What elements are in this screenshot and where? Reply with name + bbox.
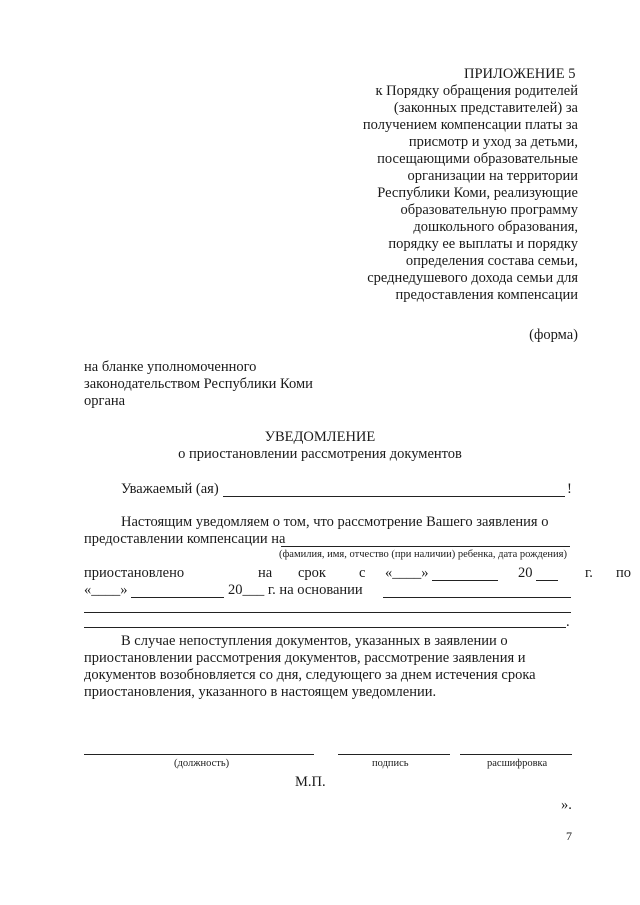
- position-line: [84, 754, 314, 755]
- appendix-line: порядку ее выплаты и порядку: [388, 236, 578, 252]
- basis-line-2: [84, 612, 571, 613]
- date-month-end-line: [131, 597, 224, 598]
- child-name-line: [281, 546, 570, 547]
- body-line: предоставлении компенсации на: [84, 531, 286, 547]
- body-line: приостановлении рассмотрения документов, рассмотрение заявления и: [84, 650, 526, 666]
- appendix-line: образовательную программу: [400, 202, 578, 218]
- blank-note: [84, 359, 313, 410]
- blank-note-line: законодательством Республики Коми: [84, 376, 313, 392]
- appendix-line: присмотр и уход за детьми,: [408, 134, 578, 150]
- body-word: с: [359, 565, 366, 581]
- body-line: документов возобновляется со дня, следующего за днем истечения срока: [84, 667, 536, 683]
- appendix-line: дошкольного образования,: [413, 219, 578, 235]
- body-line: приостановления, указанного в настоящем уведомлении.: [84, 684, 437, 700]
- basis-end-dot: .: [566, 614, 570, 630]
- date-year-start-line: [536, 580, 558, 581]
- closing-quote: ».: [561, 797, 572, 813]
- document-subtitle: о приостановлении рассмотрения документов: [178, 446, 462, 462]
- signature-caption: подпись: [372, 758, 409, 769]
- appendix-line: (законных представителей) за: [393, 100, 578, 116]
- blank-note-line: органа: [84, 393, 126, 409]
- appendix-line: предоставления компенсации: [395, 287, 578, 303]
- blank-note-line: на бланке уполномоченного: [84, 359, 257, 375]
- child-name-hint: (фамилия, имя, отчество (при наличии) ребенка, дата рождения): [279, 549, 567, 560]
- appendix-line: определения состава семьи,: [405, 253, 578, 269]
- appendix-line: организации на территории: [407, 168, 578, 184]
- body-line: Настоящим уведомляем о том, что рассмотрение Вашего заявления о: [121, 514, 549, 530]
- appendix-line: посещающими образовательные: [377, 151, 578, 167]
- addressee-line: [223, 496, 565, 497]
- document-title: УВЕДОМЛЕНИЕ: [264, 429, 376, 445]
- date-day-end: «____»: [84, 582, 128, 598]
- basis-line-3: [84, 627, 566, 628]
- form-label: (форма): [529, 327, 578, 343]
- appendix-title: ПРИЛОЖЕНИЕ 5: [464, 66, 576, 82]
- appendix-description: [363, 83, 578, 304]
- body-word: г.: [585, 565, 593, 581]
- decoding-line: [460, 754, 572, 755]
- position-caption: (должность): [174, 758, 230, 769]
- appendix-line: среднедушевого дохода семьи для: [367, 270, 578, 286]
- date-month-start-line: [432, 580, 498, 581]
- body-word: 20: [518, 565, 533, 581]
- greeting-exclamation: !: [567, 481, 572, 497]
- appendix-line: к Порядку обращения родителей: [375, 83, 578, 99]
- body-word: по: [616, 565, 632, 581]
- basis-line: [383, 597, 571, 598]
- decoding-caption: расшифровка: [487, 758, 548, 769]
- signature-line: [338, 754, 450, 755]
- stamp-label: М.П.: [295, 774, 326, 790]
- page-number: 7: [566, 829, 572, 843]
- body-word: приостановлено: [84, 565, 185, 581]
- body-word: 20___ г. на основании: [228, 582, 363, 598]
- body-word: срок: [298, 565, 326, 581]
- body-word: на: [258, 565, 273, 581]
- appendix-line: получением компенсации платы за: [362, 117, 578, 133]
- appendix-line: Республики Коми, реализующие: [377, 185, 578, 201]
- greeting-label: Уважаемый (ая): [121, 481, 219, 497]
- date-day-start: «____»: [385, 565, 429, 581]
- body-line: В случае непоступления документов, указанных в заявлении о: [121, 633, 508, 649]
